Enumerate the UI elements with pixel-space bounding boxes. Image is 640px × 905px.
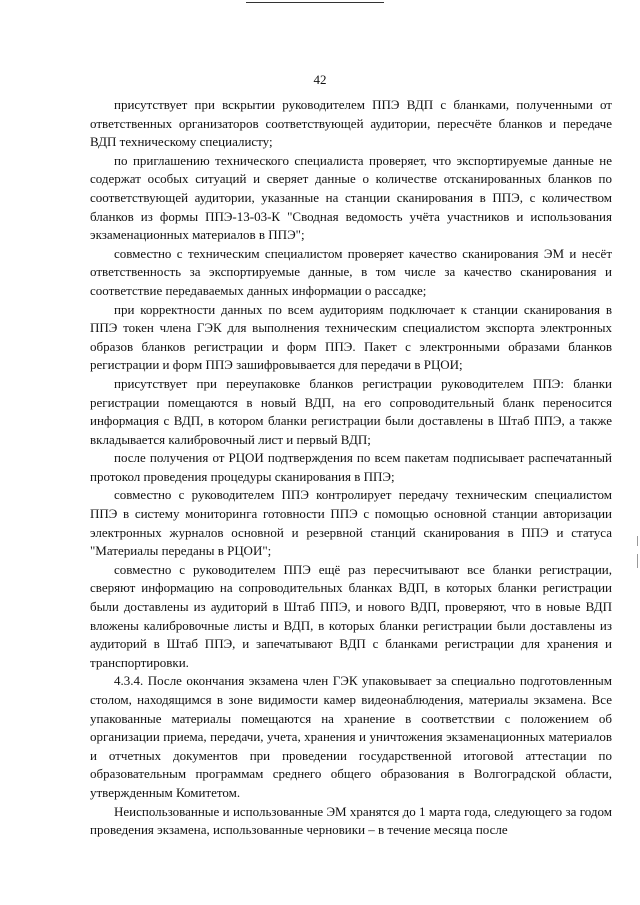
- paragraph: при корректности данных по всем аудиториям подключает к станции сканирования в ППЭ токен члена ГЭК для выполнения техническим специалистом экспорта электронных образов бланков регистрации и форм ППЭ. Пакет с электронными образами бланков регистрации и форм ППЭ зашифровывается для передачи в РЦОИ;: [90, 301, 612, 373]
- paragraph: присутствует при переупаковке бланков регистрации руководителем ППЭ: бланки регистрации помещаются в новый ВДП, на его сопроводительный бланк переносится информация с ВДП, в котором бланки регистрации были доставлены в Штаб ППЭ, а также вкладывается калибровочный лист и первый ВДП;: [90, 375, 612, 447]
- page-number: 42: [313, 72, 327, 87]
- document-body: [90, 96, 612, 840]
- scan-edge-mark: [637, 536, 638, 546]
- paragraph: совместно с руководителем ППЭ контролирует передачу техническим специалистом ППЭ в систему мониторинга готовности ППЭ с помощью основной станции авторизации электронных журналов основной и резервной станций сканирования в ППЭ и статуса "Материалы переданы в РЦОИ";: [90, 487, 612, 559]
- scan-edge-mark: [637, 554, 638, 568]
- paragraph: совместно с руководителем ППЭ ещё раз пересчитывают все бланки регистрации, сверяют информацию на сопроводительных бланках ВДП, в которых бланки регистрации были доставлены из аудиторий в Штаб ППЭ, и нового ВДП, проверяют, что в новые ВДП вложены калибровочные листы и ВДП, в которых бланки регистрации были доставлены из аудиторий в Штаб ППЭ, и запечатывают ВДП с бланками регистрации для хранения и транспортировки.: [90, 561, 612, 670]
- paragraph: совместно с техническим специалистом проверяет качество сканирования ЭМ и несёт ответственность за экспортируемые данные, в том числе за качество сканирования и соответствие передаваемых данных информации о рассадке;: [90, 245, 612, 298]
- paragraph: по приглашению технического специалиста проверяет, что экспортируемые данные не содержат особых ситуаций и сверяет данные о количестве отсканированных бланков по соответствующей аудитории, указанные на станции сканирования в ППЭ, с количеством бланков из формы ППЭ-13-03-К "Сводная ведомость учёта участников и использования экзаменационных материалов в ППЭ";: [90, 152, 612, 243]
- top-rule: [246, 2, 384, 3]
- paragraph: Неиспользованные и использованные ЭМ хранятся до 1 марта года, следующего за годом проведения экзамена, использованные черновики – в течение месяца после: [90, 803, 612, 838]
- paragraph: 4.3.4. После окончания экзамена член ГЭК упаковывает за специально подготовленным столом, находящимся в зоне видимости камер видеонаблюдения, материалы экзамена. Все упакованные материалы помещаются на хранение в соответствии с положением об организации приема, передачи, учета, хранения и уничтожения экзаменационных материалов и отчетных документов при проведении государственной итоговой аттестации по образовательным программам среднего общего образования в Волгоградской области, утвержденным Комитетом.: [90, 673, 612, 800]
- paragraph: присутствует при вскрытии руководителем ППЭ ВДП с бланками, полученными от ответственных организаторов соответствующей аудитории, пересчёте бланков и передаче ВДП техническому специалисту;: [90, 97, 612, 150]
- paragraph: после получения от РЦОИ подтверждения по всем пакетам подписывает распечатанный протокол проведения процедуры сканирования в ППЭ;: [90, 450, 612, 484]
